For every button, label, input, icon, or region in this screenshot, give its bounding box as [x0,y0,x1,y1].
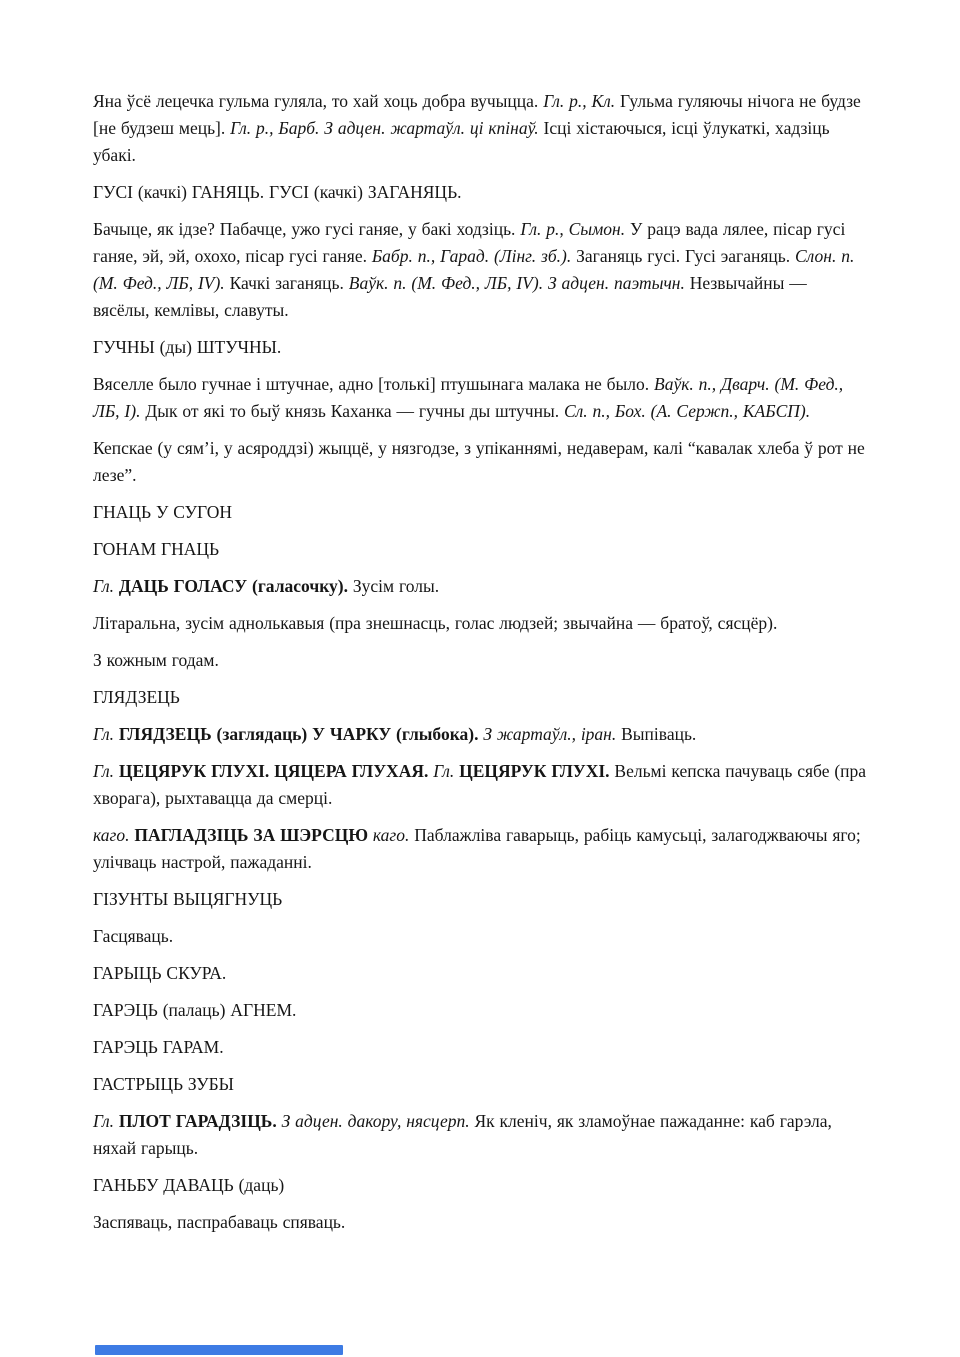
headword [93,536,868,563]
headword [93,1172,868,1199]
entry-body [93,435,868,489]
text-run: ЦЕЦЯРУК ГЛУХІ. [459,761,610,781]
entry-body [93,216,868,324]
entry-body [93,1108,868,1162]
text-run: Гл. [93,761,115,781]
entry-body [93,923,868,950]
text-run: ГНАЦЬ У СУГОН [93,502,233,522]
text-run: З жартаўл., іран. [483,724,617,744]
text-run: Гл. р., Кл. [543,91,616,111]
text-run: Гл. р., Барб. З адцен. жартаўл. ці кпінаў. [230,118,539,138]
text-run: Заганяць гусі. Гусі эаганяць. [571,246,795,266]
text-run: Выпіваць. [616,724,697,744]
headword [93,179,868,206]
text-run: Гл. [93,724,115,744]
text-run: ЦЕЦЯРУК ГЛУХІ. ЦЯЦЕРА ГЛУХАЯ. [118,761,429,781]
headword [93,997,868,1024]
text-run: Гасцяваць. [93,926,174,946]
text-run: ГАРЭЦЬ ГАРАМ. [93,1037,224,1057]
entry-body [93,647,868,674]
entry-body [93,1209,868,1236]
text-run: ГУЧНЫ (ды) ШТУЧНЫ. [93,337,282,357]
entry-body [93,721,868,748]
entry-body [93,573,868,600]
text-run: ГІЗУНТЫ ВЫЦЯГНУЦЬ [93,889,283,909]
selection-highlight-bar [95,1345,343,1355]
text-run: Заспяваць, паспрабаваць спяваць. [93,1212,346,1232]
text-run: Незвычайны — вясёлы, кемлівы, славуты. [93,273,807,320]
text-run: ПЛОТ ГАРАДЗІЦЬ. [118,1111,277,1131]
headword [93,499,868,526]
text-run: У рацэ вада лялее, пісар гусі ганяе, эй, эй, охохо, пісар гусі ганяе. [93,219,846,266]
text-run: Гл. [93,576,115,596]
entry-body [93,371,868,425]
text-run: З адцен. дакору, нясцерп. [281,1111,470,1131]
text-run: Гл. р., Сымон. [520,219,626,239]
text-run: ГАРЭЦЬ (палаць) АГНЕМ. [93,1000,297,1020]
text-run: Слон. п. (М. Фед., ЛБ, IV). [93,246,855,293]
text-run: Сл. п., Бох. (А. Сержп., КАБСП). [563,401,811,421]
entry-body [93,758,868,812]
text-run: Гл. [93,1111,115,1131]
headword [93,334,868,361]
text-run: ГАСТРЫЦЬ ЗУБЫ [93,1074,234,1094]
headword [93,1071,868,1098]
text-run: Бабр. п., Гарад. (Лінг. зб.). [371,246,572,266]
text-run: Ваўк. п. (М. Фед., ЛБ, IV). З адцен. паэтычн. [348,273,685,293]
text-run: Літаральна, зусім аднолькавыя (пра знешнасць, голас людзей; звычайна — братоў, сясцёр). [93,613,778,633]
entry-body [93,88,868,169]
text-run: Дык от які то быў князь Каханка — гучны ды штучны. [140,401,564,421]
text-run: ГОНАМ ГНАЦЬ [93,539,220,559]
document-content [93,88,868,1246]
text-run: Гульма гуляючы нічога не будзе [не будзеш мець]. [93,91,861,138]
text-run: Вельмі кепска пачуваць сябе (пра хворага), рыхтавацца да смерці. [93,761,867,808]
text-run: ГЛЯДЗЕЦЬ [93,687,180,707]
text-run: Бачыце, як ідзе? Пабачце, ужо гусі ганяе, у бакі ходзіць. [93,219,521,239]
headword [93,1034,868,1061]
text-run: Яна ўсё лецечка гульма гуляла, то хай хоць добра вучыцца. [93,91,544,111]
entry-body [93,610,868,637]
text-run: Ісці хістаючыся, ісці ўлукаткі, хадзіць убакі. [93,118,830,165]
text-run: Качкі заганяць. [224,273,349,293]
text-run: Кепскае (у сям’і, у асяроддзі) жыццё, у нязгодзе, з упіканнямі, недаверам, калі “кавалак хлеба ў рот не лезе”. [93,438,865,485]
text-run: Гл. [433,761,455,781]
text-run: ПАГЛАДЗІЦЬ ЗА ШЭРСЦЮ [134,825,369,845]
text-run: ГЛЯДЗЕЦЬ (заглядаць) У ЧАРКУ (глыбока). [118,724,479,744]
text-run: Як кленіч, як зламоўнае пажаданне: каб гарэла, няхай гарыць. [93,1111,832,1158]
text-run: ГАНЬБУ ДАВАЦЬ (даць) [93,1175,285,1195]
headword [93,886,868,913]
text-run: Ваўк. п., Дварч. (М. Фед., ЛБ, I). [93,374,844,421]
text-run: З кожным годам. [93,650,219,670]
text-run: Зусім голы. [347,576,440,596]
text-run: каго. [93,825,130,845]
headword [93,684,868,711]
text-run: Вяселле было гучнае і штучнае, адно [толькі] птушынага малака не было. [93,374,655,394]
headword [93,960,868,987]
text-run: ГАРЫЦЬ СКУРА. [93,963,227,983]
text-run: каго. [372,825,410,845]
entry-body [93,822,868,876]
text-run: ДАЦЬ ГОЛАСУ (галасочку). [118,576,348,596]
text-run: ГУСІ (качкі) ГАНЯЦЬ. ГУСІ (качкі) ЗАГАНЯЦЬ. [93,182,462,202]
text-run: Паблажліва гаварыць, рабіць камусьці, залагоджваючы яго; улічваць настрой, пажаданні. [93,825,861,872]
